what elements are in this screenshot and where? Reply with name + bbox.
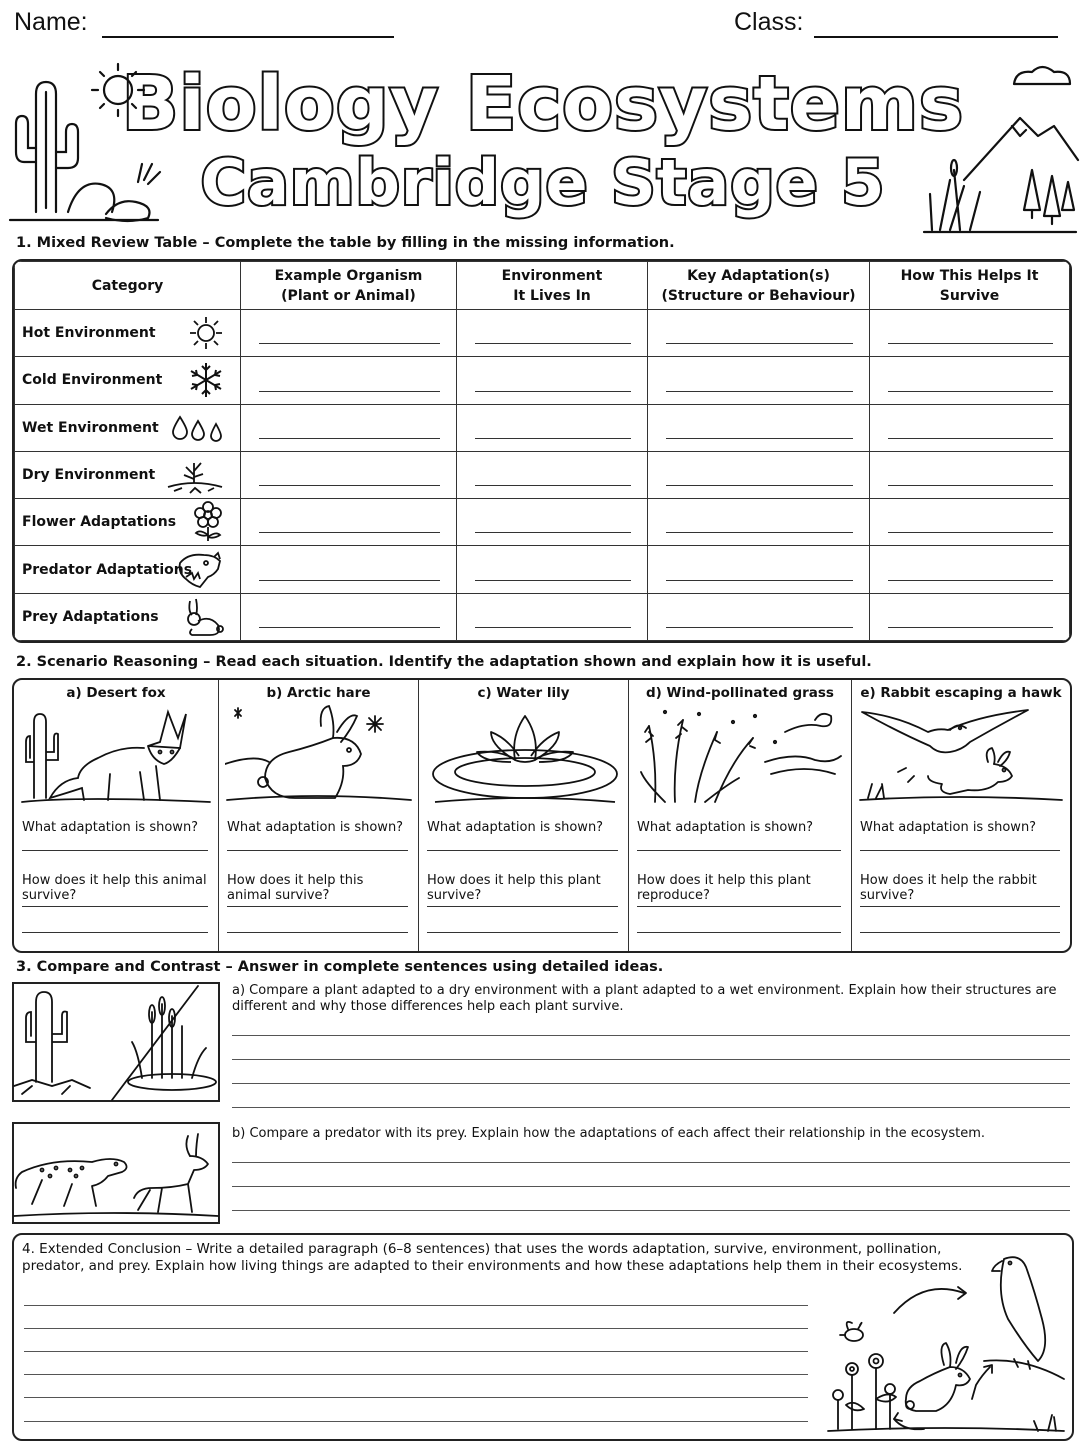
answer-line[interactable]	[860, 850, 1060, 851]
col-header-survive: How This Helps It Survive	[870, 262, 1070, 310]
panel-title: d) Wind-pollinated grass	[646, 685, 834, 701]
section3-heading: 3. Compare and Contrast – Answer in complete sentences using detailed ideas.	[16, 959, 664, 975]
name-field[interactable]	[102, 36, 394, 38]
wind-grass-illustration	[635, 702, 845, 812]
answer-cell[interactable]	[457, 357, 648, 404]
desert-fox-illustration	[20, 702, 212, 812]
panel-title: c) Water lily	[477, 685, 570, 701]
desert-scene-icon	[8, 52, 168, 232]
panel-title: e) Rabbit escaping a hawk	[860, 685, 1062, 701]
answer-cell[interactable]	[457, 451, 648, 498]
compare-question-b: b) Compare a predator with its prey. Explain how the adaptations of each affect their relationship in the ecosystem.	[232, 1126, 985, 1141]
section1-heading: 1. Mixed Review Table – Complete the table by filling in the missing information.	[16, 235, 675, 251]
answer-cell[interactable]	[457, 546, 648, 593]
table-row	[15, 404, 1070, 451]
compare-question-a: a) Compare a plant adapted to a dry environment with a plant adapted to a wet environment. Explain how their structures are different and why those differences help each plant survive.	[232, 983, 1057, 1014]
question-adaptation: What adaptation is shown?	[637, 820, 814, 835]
answer-line[interactable]	[232, 1210, 1070, 1211]
answer-line[interactable]	[427, 932, 618, 933]
answer-line[interactable]	[232, 1186, 1070, 1187]
answer-line[interactable]	[24, 1351, 808, 1352]
mountain-scene-icon	[920, 60, 1080, 240]
question-survive: How does it help this plant survive?	[427, 873, 601, 903]
table-row	[15, 593, 1070, 640]
review-table-box	[12, 259, 1072, 643]
answer-cell[interactable]	[870, 546, 1070, 593]
answer-cell[interactable]	[648, 546, 870, 593]
answer-line[interactable]	[24, 1397, 808, 1398]
table-row	[15, 546, 1070, 593]
panel-title: a) Desert fox	[66, 685, 166, 701]
col-header-category: Category	[15, 262, 241, 310]
answer-line[interactable]	[427, 906, 618, 907]
water-drops-icon	[170, 413, 226, 443]
answer-line[interactable]	[22, 850, 208, 851]
snowflake-icon	[186, 360, 226, 400]
answer-line[interactable]	[22, 906, 208, 907]
answer-line[interactable]	[227, 932, 408, 933]
row-label-cold: Cold Environment	[15, 357, 241, 404]
scenario-panel-desert-fox	[14, 680, 219, 951]
predator-prey-illustration[interactable]	[12, 1122, 220, 1224]
answer-line[interactable]	[232, 1035, 1070, 1036]
answer-line[interactable]	[24, 1421, 808, 1422]
dry-vs-wet-plant-illustration[interactable]	[12, 982, 220, 1102]
answer-line[interactable]	[227, 850, 408, 851]
col-header-environment: Environment It Lives In	[457, 262, 648, 310]
answer-line[interactable]	[227, 906, 408, 907]
dry-plant-icon	[164, 453, 226, 497]
row-label-prey: Prey Adaptations	[15, 593, 241, 640]
flower-icon	[190, 501, 226, 543]
answer-cell[interactable]	[870, 451, 1070, 498]
predator-head-icon	[174, 549, 226, 591]
page-title: Biology Ecosystems	[121, 61, 965, 147]
answer-line[interactable]	[24, 1328, 808, 1329]
answer-line[interactable]	[24, 1305, 808, 1306]
row-label-flower: Flower Adaptations	[15, 499, 241, 546]
answer-cell[interactable]	[457, 404, 648, 451]
question-adaptation: What adaptation is shown?	[427, 820, 604, 835]
answer-cell[interactable]	[457, 593, 648, 640]
answer-line[interactable]	[637, 850, 841, 851]
section4-heading: 4. Extended Conclusion – Write a detailed paragraph (6–8 sentences) that uses the words adaptation, survive, environment, pollination, predator, and prey. Explain how living things are adapted to their environments and how these adaptations help them in their ecosystems.	[22, 1241, 963, 1274]
water-lily-illustration	[425, 702, 623, 812]
arctic-hare-illustration	[225, 702, 413, 812]
answer-cell[interactable]	[241, 499, 457, 546]
question-reproduce: How does it help this plant reproduce?	[637, 873, 811, 903]
scenario-panel-water-lily	[419, 680, 629, 951]
table-row	[15, 499, 1070, 546]
answer-cell[interactable]	[457, 499, 648, 546]
answer-cell[interactable]	[870, 404, 1070, 451]
page-subtitle: Cambridge Stage 5	[200, 146, 886, 219]
answer-cell[interactable]	[648, 499, 870, 546]
col-header-adaptation: Key Adaptation(s) (Structure or Behaviour)	[648, 262, 870, 310]
review-table	[14, 261, 1070, 641]
section2-heading: 2. Scenario Reasoning – Read each situation. Identify the adaptation shown and explain how it is useful.	[16, 654, 872, 670]
question-survive: How does it help the rabbit survive?	[860, 873, 1037, 903]
rabbit-hawk-illustration	[858, 702, 1064, 812]
answer-cell[interactable]	[241, 593, 457, 640]
scenario-panel-wind-grass	[629, 680, 852, 951]
table-row	[15, 451, 1070, 498]
answer-cell[interactable]	[648, 451, 870, 498]
conclusion-box	[12, 1233, 1074, 1441]
answer-line[interactable]	[860, 906, 1060, 907]
answer-cell[interactable]	[870, 357, 1070, 404]
answer-line[interactable]	[232, 1083, 1070, 1084]
answer-line[interactable]	[232, 1107, 1070, 1108]
class-label: Class:	[734, 8, 804, 36]
answer-line[interactable]	[22, 932, 208, 933]
answer-cell[interactable]	[241, 310, 457, 357]
answer-cell[interactable]	[870, 593, 1070, 640]
question-survive: How does it help this animal survive?	[22, 873, 207, 903]
class-field[interactable]	[814, 36, 1058, 38]
row-label-wet: Wet Environment	[15, 404, 241, 451]
answer-cell[interactable]	[648, 404, 870, 451]
row-label-hot: Hot Environment	[15, 310, 241, 357]
answer-line[interactable]	[232, 1059, 1070, 1060]
answer-cell[interactable]	[870, 310, 1070, 357]
scenario-panel-rabbit-hawk	[852, 680, 1070, 951]
row-label-predator: Predator Adaptations	[15, 546, 241, 593]
answer-cell[interactable]	[648, 310, 870, 357]
scenario-box	[12, 678, 1072, 953]
answer-cell[interactable]	[870, 499, 1070, 546]
answer-cell[interactable]	[241, 546, 457, 593]
name-label: Name:	[14, 8, 88, 36]
sun-icon	[186, 313, 226, 353]
answer-cell[interactable]	[241, 404, 457, 451]
row-label-dry: Dry Environment	[15, 451, 241, 498]
rabbit-icon	[180, 595, 226, 639]
question-adaptation: What adaptation is shown?	[227, 820, 404, 835]
answer-cell[interactable]	[648, 593, 870, 640]
question-survive: How does it help this animal survive?	[227, 873, 364, 903]
answer-line[interactable]	[232, 1162, 1070, 1163]
table-header-row	[15, 262, 1070, 310]
table-row	[15, 357, 1070, 404]
answer-line[interactable]	[637, 906, 841, 907]
answer-line[interactable]	[427, 850, 618, 851]
answer-line[interactable]	[637, 932, 841, 933]
answer-cell[interactable]	[648, 357, 870, 404]
answer-line[interactable]	[860, 932, 1060, 933]
col-header-organism: Example Organism (Plant or Animal)	[241, 262, 457, 310]
panel-title: b) Arctic hare	[266, 685, 371, 701]
table-row	[15, 310, 1070, 357]
answer-cell[interactable]	[241, 451, 457, 498]
question-adaptation: What adaptation is shown?	[860, 820, 1037, 835]
answer-line[interactable]	[24, 1374, 808, 1375]
answer-cell[interactable]	[241, 357, 457, 404]
food-chain-illustration	[824, 1249, 1070, 1439]
question-adaptation: What adaptation is shown?	[22, 820, 199, 835]
answer-cell[interactable]	[457, 310, 648, 357]
scenario-panel-arctic-hare	[219, 680, 419, 951]
